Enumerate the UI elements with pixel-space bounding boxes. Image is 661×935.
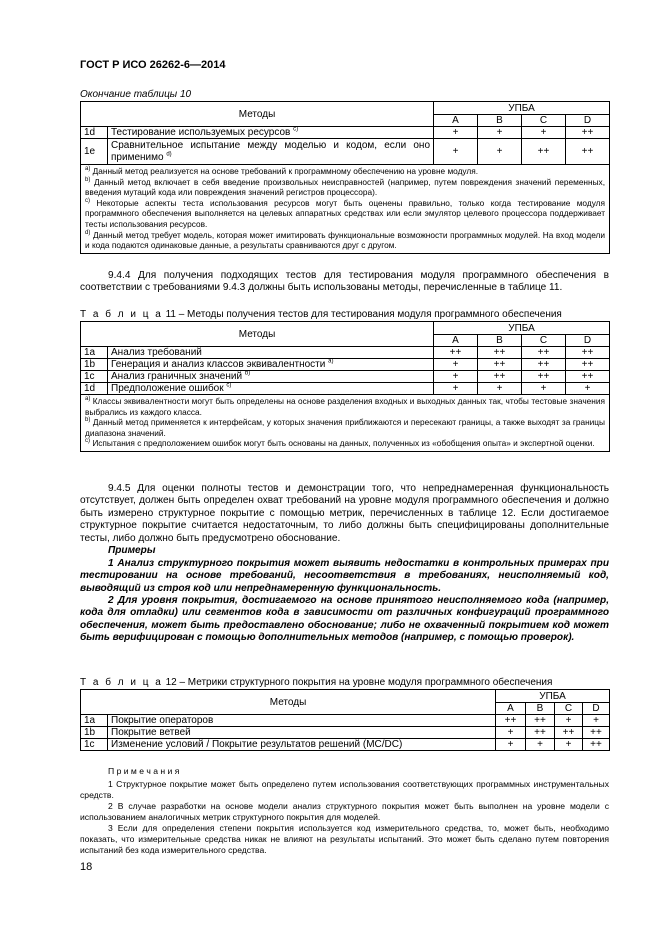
row-method: Предположение ошибок $^{c)}$ bbox=[108, 383, 434, 395]
table-row bbox=[81, 359, 610, 371]
cell: + bbox=[526, 739, 555, 751]
footnote: $^{c)}$ Испытания с предположением ошибок могут быть основаны на данных, полученных из «обобщения опыта» и экспертной оценки. bbox=[85, 438, 595, 449]
col-upba: УПБА bbox=[434, 102, 610, 115]
cell: ++ bbox=[566, 127, 610, 139]
level-c: C bbox=[522, 115, 566, 127]
table-10-caption: Окончание таблицы 10 bbox=[80, 89, 192, 100]
cell: + bbox=[555, 715, 583, 727]
cell: ++ bbox=[526, 727, 555, 739]
row-id: 1a bbox=[81, 347, 108, 359]
cell: ++ bbox=[522, 359, 566, 371]
cell: + bbox=[496, 739, 526, 751]
cell: + bbox=[555, 739, 583, 751]
cell: + bbox=[478, 139, 522, 165]
level-d: D bbox=[566, 335, 610, 347]
table-row bbox=[81, 383, 610, 395]
table-row bbox=[81, 347, 610, 359]
cell: + bbox=[434, 359, 478, 371]
row-method: Изменение условий / Покрытие результатов решений (MC/DC) bbox=[108, 739, 496, 751]
table-12 bbox=[80, 689, 610, 751]
cell: ++ bbox=[478, 347, 522, 359]
col-upba: УПБА bbox=[496, 690, 610, 703]
level-a: A bbox=[434, 335, 478, 347]
level-b: B bbox=[526, 703, 555, 715]
cell: ++ bbox=[522, 139, 566, 165]
table-11-notes bbox=[81, 395, 610, 452]
cell: + bbox=[496, 727, 526, 739]
level-a: A bbox=[434, 115, 478, 127]
col-methods: Методы bbox=[81, 322, 434, 347]
cell: + bbox=[478, 127, 522, 139]
cell: + bbox=[566, 383, 610, 395]
cell: ++ bbox=[583, 727, 610, 739]
paragraph-9-4-4: 9.4.4 Для получения подходящих тестов для тестирования модуля программного обеспечения в соответствии с требованиями 9.4.3 должны быть использованы методы, перечисленные в таблице 11. bbox=[80, 270, 609, 294]
table-10 bbox=[80, 101, 610, 254]
note-1: 1 Структурное покрытие может быть определено путем использования соответствующих программных инструментальных средств. bbox=[80, 779, 609, 800]
example-1: 1 Анализ структурного покрытия может выявить недостатки в контрольных примерах при тестировании на основе требований, несоответствия в требованиях, неисполняемый код, выводящий из строя код или непреднамеренную функциональность. bbox=[80, 558, 609, 594]
table-row bbox=[81, 739, 610, 751]
row-id: 1d bbox=[81, 127, 108, 139]
row-id: 1b bbox=[81, 727, 108, 739]
notes-title: П р и м е ч а н и я bbox=[108, 766, 180, 776]
footnote: $^{c)}$ Некоторые аспекты теста использования ресурсов могут быть оценены правильно, только когда тестирование модуля программного обеспечения выполняется на целевых аппаратных средствах или если эмулятор целевого процессора поддерживает тесты использования ресурсов. bbox=[85, 197, 606, 229]
level-d: D bbox=[566, 115, 610, 127]
row-method: Генерация и анализ классов эквивалентности $^{a)}$ bbox=[108, 359, 434, 371]
cell: ++ bbox=[434, 347, 478, 359]
cell: ++ bbox=[478, 371, 522, 383]
cell: + bbox=[434, 139, 478, 165]
row-method: Сравнительное испытание между моделью и кодом, если оно применимо $^{d)}$ bbox=[108, 139, 434, 165]
cell: ++ bbox=[583, 739, 610, 751]
cell: ++ bbox=[566, 347, 610, 359]
level-d: D bbox=[583, 703, 610, 715]
row-method: Анализ требований bbox=[108, 347, 434, 359]
paragraph-9-4-5: 9.4.5 Для оценки полноты тестов и демонстрации того, что непреднамеренная функциональность отсутствует, должен быть определен охват требований на уровне модуля программного обеспечения и должно быть измерено структурное покрытие с помощью метрик, перечисленных в таблице 12. Если достигаемое структурное покрытие считается недостаточным, то либо должны быть специфицированы дополнительные тесты, либо должно быть предусмотрено обоснование. bbox=[80, 483, 609, 544]
row-method: Покрытие ветвей bbox=[108, 727, 496, 739]
cell: ++ bbox=[496, 715, 526, 727]
footnote: $^{d)}$ Данный метод требует модель, которая может имитировать функциональные возможности программных модулей. На вход модели и кода подаются одинаковые данные, а результаты сравниваются друг с другом. bbox=[85, 229, 606, 251]
level-a: A bbox=[496, 703, 526, 715]
footnote: $^{a)}$ Данный метод реализуется на основе требований к программному обеспечению на уровне модуля. bbox=[85, 166, 479, 176]
row-id: 1c bbox=[81, 371, 108, 383]
table-row bbox=[81, 139, 610, 165]
level-c: C bbox=[522, 335, 566, 347]
examples-title: Примеры bbox=[108, 545, 156, 556]
example-2: 2 Для уровня покрытия, достигаемого на основе принятого неисполняемого кода (например, кода для отладки) или сегментов кода в зависимости от различных конфигураций программного обеспечения, может быть предоставлено обоснование; либо не охваченный покрытием код может быть верифицирован с помощью дополнительных методов (например, с помощью проверок). bbox=[80, 595, 609, 644]
table-row bbox=[81, 371, 610, 383]
col-upba: УПБА bbox=[434, 322, 610, 335]
col-methods: Методы bbox=[81, 102, 434, 127]
cell: ++ bbox=[566, 139, 610, 165]
table-11-caption: Т а б л и ц а 11 – Методы получения тестов для тестирования модуля программного обеспечения bbox=[80, 309, 562, 320]
row-id: 1b bbox=[81, 359, 108, 371]
document-header: ГОСТ Р ИСО 26262-6—2014 bbox=[80, 59, 226, 71]
page-number: 18 bbox=[80, 861, 93, 873]
row-method: Покрытие операторов bbox=[108, 715, 496, 727]
row-method: Анализ граничных значений $^{b)}$ bbox=[108, 371, 434, 383]
table-12-caption: Т а б л и ц а 12 – Метрики структурного покрытия на уровне модуля программного обеспечения bbox=[80, 677, 553, 688]
cell: + bbox=[522, 383, 566, 395]
table-row bbox=[81, 715, 610, 727]
cell: + bbox=[434, 371, 478, 383]
table-11 bbox=[80, 321, 610, 452]
cell: ++ bbox=[522, 371, 566, 383]
note-3: 3 Если для определения степени покрытия используется код измерительного средства, то, может быть, необходимо показать, что измерительные средства никак не влияют на результаты испытаний. Это может быть сделано путем повторения испытаний без кода измерительного средства. bbox=[80, 823, 609, 855]
row-id: 1d bbox=[81, 383, 108, 395]
col-methods: Методы bbox=[81, 690, 496, 715]
table-row bbox=[81, 727, 610, 739]
cell: + bbox=[522, 127, 566, 139]
footnote: $^{b)}$ Данный метод применяется к интерфейсам, у которых значения приближаются и пересекают границы, а также выходят за границы диапазона значений. bbox=[85, 417, 606, 438]
footnote: $^{b)}$ Данный метод включает в себя введение произвольных неисправностей (например, путем повреждения значений переменных, введения мутаций кода или повреждения значений регистров процессора). bbox=[85, 176, 606, 198]
cell: ++ bbox=[566, 371, 610, 383]
cell: + bbox=[583, 715, 610, 727]
row-method: Тестирование используемых ресурсов $^{c)}$ bbox=[108, 127, 434, 139]
level-b: B bbox=[478, 335, 522, 347]
footnote: $^{a)}$ Классы эквивалентности могут быть определены на основе разделения входных и выходных данных так, чтобы тестовые значения выбрались из каждого класса. bbox=[85, 396, 606, 417]
note-2: 2 В случае разработки на основе модели анализ структурного покрытия может быть выполнен на уровне модели с использованием аналогичных метрик структурного покрытия для моделей. bbox=[80, 801, 609, 822]
row-id: 1c bbox=[81, 739, 108, 751]
cell: ++ bbox=[566, 359, 610, 371]
row-id: 1a bbox=[81, 715, 108, 727]
cell: ++ bbox=[478, 359, 522, 371]
cell: ++ bbox=[555, 727, 583, 739]
table-10-notes bbox=[81, 165, 610, 254]
level-b: B bbox=[478, 115, 522, 127]
cell: + bbox=[434, 127, 478, 139]
level-c: C bbox=[555, 703, 583, 715]
row-id: 1e bbox=[81, 139, 108, 165]
cell: + bbox=[478, 383, 522, 395]
cell: ++ bbox=[526, 715, 555, 727]
table-row bbox=[81, 127, 610, 139]
cell: ++ bbox=[522, 347, 566, 359]
cell: + bbox=[434, 383, 478, 395]
